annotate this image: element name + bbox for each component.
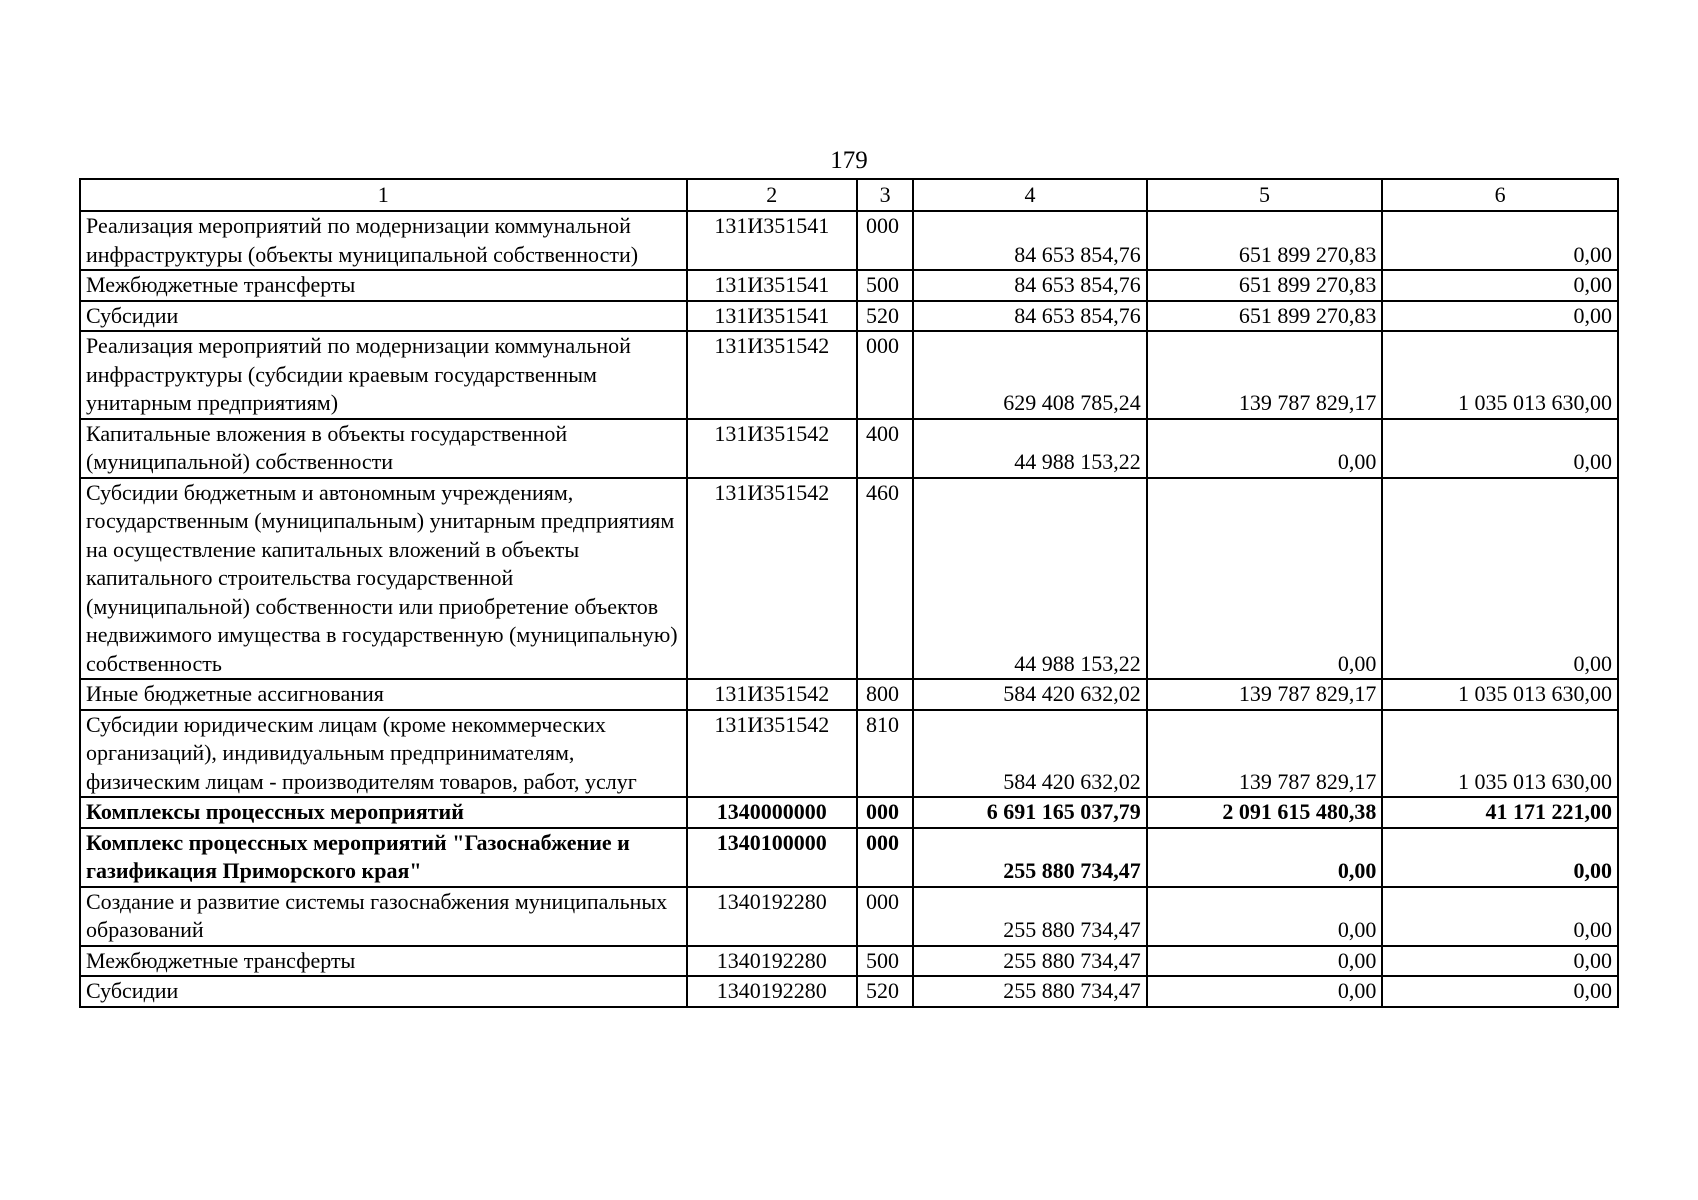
row-name-cell: Иные бюджетные ассигнования: [80, 679, 687, 710]
row-value-col4-cell: 84 653 854,76: [913, 270, 1147, 301]
row-value-col6-cell: 1 035 013 630,00: [1382, 710, 1618, 798]
row-code-cell: 131И351541: [687, 270, 857, 301]
row-type-cell: 800: [857, 679, 913, 710]
row-value-col6-cell: 0,00: [1382, 211, 1618, 270]
row-type-cell: 810: [857, 710, 913, 798]
row-value-col4-cell: 44 988 153,22: [913, 478, 1147, 680]
row-value-col5-cell: 651 899 270,83: [1147, 270, 1383, 301]
row-name-cell: Комплексы процессных мероприятий: [80, 797, 687, 828]
row-value-col5-cell: 651 899 270,83: [1147, 301, 1383, 332]
row-name-cell: Создание и развитие системы газоснабжения муниципальных образований: [80, 887, 687, 946]
row-name-cell: Межбюджетные трансферты: [80, 270, 687, 301]
row-value-col6-cell: 0,00: [1382, 946, 1618, 977]
row-value-col5-cell: 0,00: [1147, 478, 1383, 680]
row-type-cell: 400: [857, 419, 913, 478]
row-value-col4-cell: 84 653 854,76: [913, 211, 1147, 270]
row-value-col6-cell: 0,00: [1382, 419, 1618, 478]
row-type-cell: 000: [857, 828, 913, 887]
table-row: [80, 211, 1618, 270]
row-name-cell: Субсидии юридическим лицам (кроме некоммерческих организаций), индивидуальным предпринимателям, физическим лицам - производителям товаров, работ, услуг: [80, 710, 687, 798]
row-code-cell: 131И351542: [687, 710, 857, 798]
table-row: [80, 710, 1618, 798]
row-type-cell: 000: [857, 797, 913, 828]
row-type-cell: 000: [857, 211, 913, 270]
row-code-cell: 1340000000: [687, 797, 857, 828]
budget-table-body: [80, 179, 1618, 1007]
header-cell-4: 4: [913, 179, 1147, 211]
row-value-col6-cell: 0,00: [1382, 887, 1618, 946]
row-type-cell: 500: [857, 946, 913, 977]
row-value-col4-cell: 44 988 153,22: [913, 419, 1147, 478]
row-value-col5-cell: 0,00: [1147, 887, 1383, 946]
table-row: [80, 331, 1618, 419]
row-type-cell: 460: [857, 478, 913, 680]
row-name-cell: Субсидии: [80, 301, 687, 332]
row-value-col5-cell: 0,00: [1147, 828, 1383, 887]
row-code-cell: 131И351541: [687, 211, 857, 270]
header-cell-2: 2: [687, 179, 857, 211]
row-value-col4-cell: 255 880 734,47: [913, 887, 1147, 946]
table-row: [80, 887, 1618, 946]
row-value-col6-cell: 1 035 013 630,00: [1382, 331, 1618, 419]
row-value-col4-cell: 84 653 854,76: [913, 301, 1147, 332]
header-cell-1: 1: [80, 179, 687, 211]
row-value-col5-cell: 0,00: [1147, 419, 1383, 478]
row-type-cell: 000: [857, 887, 913, 946]
row-type-cell: 000: [857, 331, 913, 419]
row-type-cell: 520: [857, 301, 913, 332]
row-code-cell: 1340192280: [687, 976, 857, 1007]
row-name-cell: Комплекс процессных мероприятий "Газоснабжение и газификация Приморского края": [80, 828, 687, 887]
row-code-cell: 1340100000: [687, 828, 857, 887]
row-value-col6-cell: 0,00: [1382, 478, 1618, 680]
row-value-col5-cell: 2 091 615 480,38: [1147, 797, 1383, 828]
row-value-col6-cell: 0,00: [1382, 828, 1618, 887]
header-cell-5: 5: [1147, 179, 1383, 211]
row-code-cell: 1340192280: [687, 887, 857, 946]
table-row: [80, 828, 1618, 887]
row-name-cell: Реализация мероприятий по модернизации коммунальной инфраструктуры (объекты муниципальной собственности): [80, 211, 687, 270]
page-number: 179: [830, 147, 868, 174]
header-cell-3: 3: [857, 179, 913, 211]
row-value-col6-cell: 1 035 013 630,00: [1382, 679, 1618, 710]
row-value-col6-cell: 0,00: [1382, 270, 1618, 301]
row-value-col4-cell: 255 880 734,47: [913, 828, 1147, 887]
table-row: [80, 976, 1618, 1007]
table-row: [80, 478, 1618, 680]
row-value-col6-cell: 41 171 221,00: [1382, 797, 1618, 828]
row-value-col5-cell: 139 787 829,17: [1147, 710, 1383, 798]
row-name-cell: Капитальные вложения в объекты государственной (муниципальной) собственности: [80, 419, 687, 478]
row-value-col4-cell: 629 408 785,24: [913, 331, 1147, 419]
row-value-col5-cell: 139 787 829,17: [1147, 331, 1383, 419]
row-value-col6-cell: 0,00: [1382, 301, 1618, 332]
row-value-col5-cell: 0,00: [1147, 946, 1383, 977]
table-row: [80, 946, 1618, 977]
table-row: [80, 679, 1618, 710]
budget-table: [79, 178, 1619, 1008]
row-code-cell: 131И351542: [687, 419, 857, 478]
row-value-col5-cell: 0,00: [1147, 976, 1383, 1007]
row-code-cell: 131И351542: [687, 478, 857, 680]
row-code-cell: 131И351542: [687, 679, 857, 710]
row-code-cell: 131И351542: [687, 331, 857, 419]
row-value-col5-cell: 651 899 270,83: [1147, 211, 1383, 270]
row-code-cell: 1340192280: [687, 946, 857, 977]
row-value-col4-cell: 584 420 632,02: [913, 679, 1147, 710]
table-header-row: [80, 179, 1618, 211]
header-cell-6: 6: [1382, 179, 1618, 211]
table-row: [80, 301, 1618, 332]
row-type-cell: 500: [857, 270, 913, 301]
table-row: [80, 419, 1618, 478]
table-row: [80, 270, 1618, 301]
row-name-cell: Реализация мероприятий по модернизации коммунальной инфраструктуры (субсидии краевым государственным унитарным предприятиям): [80, 331, 687, 419]
row-value-col6-cell: 0,00: [1382, 976, 1618, 1007]
row-code-cell: 131И351541: [687, 301, 857, 332]
row-type-cell: 520: [857, 976, 913, 1007]
row-name-cell: Межбюджетные трансферты: [80, 946, 687, 977]
row-name-cell: Субсидии: [80, 976, 687, 1007]
row-value-col4-cell: 6 691 165 037,79: [913, 797, 1147, 828]
row-value-col4-cell: 255 880 734,47: [913, 976, 1147, 1007]
row-value-col5-cell: 139 787 829,17: [1147, 679, 1383, 710]
row-value-col4-cell: 255 880 734,47: [913, 946, 1147, 977]
row-value-col4-cell: 584 420 632,02: [913, 710, 1147, 798]
row-name-cell: Субсидии бюджетным и автономным учреждениям, государственным (муниципальным) унитарным предприятиям на осуществление капитальных вложений в объекты капитального строительства государственной (муниципальной) собственности или приобретение объектов недвижимого имущества в государственную (муниципальную) собственность: [80, 478, 687, 680]
table-row: [80, 797, 1618, 828]
